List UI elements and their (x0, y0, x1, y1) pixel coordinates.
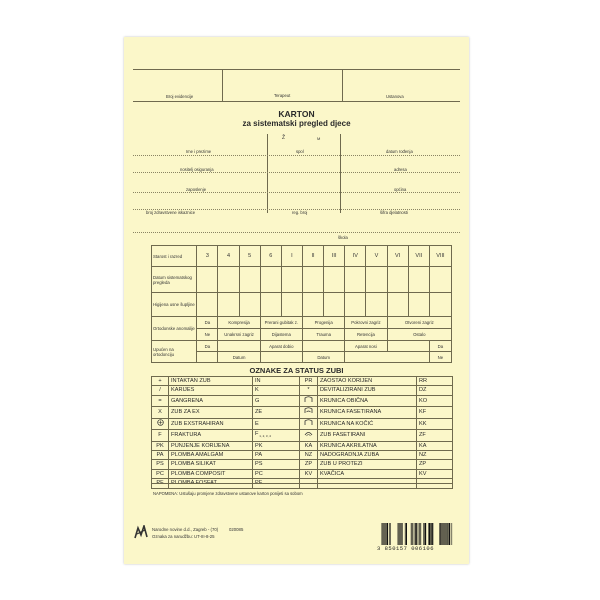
status-name: PUNJENJE KORIJENA (169, 441, 253, 450)
status-row (152, 441, 453, 450)
status-symbol: KA (300, 441, 318, 450)
napomena: NAPOMENA: Ustušaju promjene zdravstvene ustanove karton ponijeti sa sobom (153, 491, 303, 496)
grid-col-header: VI (387, 246, 408, 267)
ortho-cell: Da (197, 317, 218, 329)
gender-mark-m: M (317, 136, 321, 141)
status-symbol: PR (300, 377, 318, 386)
status-row (152, 460, 453, 469)
status-symbol: KV (300, 469, 318, 478)
grid-col-header: VII (408, 246, 429, 267)
publisher-logo-icon (134, 525, 148, 539)
status-name: ZUB FASETIRANI (318, 430, 417, 442)
label-zaposlenje: zaposlenje (186, 187, 207, 192)
refer-cell: Datum (218, 352, 260, 363)
status-name: DEVITALIZIRANI ZUB (318, 386, 417, 395)
grid-col-header: 5 (239, 246, 260, 267)
status-name: ZAOSTAO KORIJEN (318, 377, 417, 386)
row-label-ortodonske: Ortodonske anomalije (152, 317, 197, 341)
status-name: KARIJES (169, 386, 253, 395)
status-code: PK (253, 441, 300, 450)
label-sifra: šifra djelatnosti (380, 210, 408, 215)
label-datum-rodenja: datum rođenja (386, 149, 413, 154)
ortho-cell: Pokrovni zagriz (345, 317, 387, 329)
status-name: NADOGRADNJA ZUBA (318, 450, 417, 459)
label-spol: spol (296, 149, 304, 154)
label-ustanova: Ustanova (386, 94, 404, 99)
label-broj-evidencije: Broj evidencije (166, 94, 194, 99)
status-code: ZF (417, 430, 453, 442)
status-symbol: PK (152, 441, 169, 450)
status-symbol: F (152, 430, 169, 442)
refer-cell: Datum (303, 352, 345, 363)
grid-col-header: IV (345, 246, 366, 267)
status-symbol-icon (300, 407, 318, 418)
status-row (152, 407, 453, 418)
status-symbol: + (152, 377, 169, 386)
label-reg-broj: reg. broj (292, 210, 308, 215)
status-symbol: * (300, 386, 318, 395)
barcode-image (379, 523, 457, 545)
barcode-number: 3 850157 006106 (377, 545, 435, 552)
status-symbol: = (152, 395, 169, 406)
grid-col-header: 6 (260, 246, 281, 267)
refer-cell: Aparat nosi (345, 341, 387, 352)
status-row (152, 418, 453, 429)
ortho-cell: Progenija (303, 317, 345, 329)
status-code: KO (417, 395, 453, 406)
label-terapeut: Terapeut (274, 93, 291, 98)
status-name: PLOMBA SILIKAT (169, 460, 253, 469)
status-symbol-icon (300, 395, 318, 406)
status-table (151, 376, 453, 489)
status-name: ZUB ZA EX (169, 407, 253, 418)
grid-col-header: V (366, 246, 387, 267)
grid-col-header: VIII (429, 246, 451, 267)
status-symbol: PS (152, 460, 169, 469)
refer-cell: Da (197, 341, 218, 352)
status-code: F $_{1, 2, 3, 4}$ (253, 430, 300, 442)
status-code: KV (417, 469, 453, 478)
status-row (152, 386, 453, 395)
status-row (152, 395, 453, 406)
label-opcina: općina (394, 187, 407, 192)
status-name: KRUNICA AKRILATNA (318, 441, 417, 450)
refer-cell: Aparat dobio (260, 341, 302, 352)
status-code: KF (417, 407, 453, 418)
ortho-cell: Prerani gubitak z. (260, 317, 302, 329)
refer-cell: Ne (429, 352, 451, 363)
grid-col-header: III (324, 246, 345, 267)
status-row (152, 430, 453, 442)
status-row (152, 377, 453, 386)
status-name: ZUB EXSTRAHIRAN (169, 418, 253, 429)
form-subtitle: za sistematski pregled djece (242, 119, 351, 128)
status-symbol: / (152, 386, 169, 395)
status-code: KA (417, 441, 453, 450)
publisher-text: Narodne novine d.d., Zagreb - (70) (152, 527, 219, 532)
status-name: KRUNICA OBIČNA (318, 395, 417, 406)
status-code: PS (253, 460, 300, 469)
label-nositelj: nositelj osiguranja (180, 167, 214, 172)
status-symbol: ZP (300, 460, 318, 469)
grid-col-header: 3 (197, 246, 218, 267)
status-code: IN (253, 377, 300, 386)
status-name: KRUNICA FASETIRANA (318, 407, 417, 418)
status-symbol: PC (152, 469, 169, 478)
ortho-cell: Ne (197, 329, 218, 341)
status-code: E (253, 418, 300, 429)
ortho-cell: Kompresija (218, 317, 260, 329)
exam-grid (151, 245, 452, 363)
status-name: ZUB U PROTEZI (318, 460, 417, 469)
status-symbol: X (152, 407, 169, 418)
label-broj-iskaznice: broj zdravstvene iskaznice (146, 210, 196, 215)
status-symbol: NZ (300, 450, 318, 459)
status-name: GANGRENA (169, 395, 253, 406)
ortho-cell: Ostalo (387, 329, 451, 341)
label-ime-prezime: Ime i prezime (186, 149, 212, 154)
status-code: NZ (417, 450, 453, 459)
status-name: PLOMBA AMALGAM (169, 450, 253, 459)
form-title: KARTON (278, 109, 315, 119)
status-code: DZ (417, 386, 453, 395)
row-label-upucen: Upućen na ortodonciju (152, 341, 197, 363)
status-row (152, 450, 453, 459)
status-name: FRAKTURA (169, 430, 253, 442)
label-adresa: adresa (394, 167, 407, 172)
form-code: 020085 (229, 527, 244, 532)
status-name: PLOMBA COMPOSIT (169, 469, 253, 478)
ortho-cell: Trauma (303, 329, 345, 341)
status-code: PA (253, 450, 300, 459)
status-code: RR (417, 377, 453, 386)
status-symbol-icon (152, 418, 169, 429)
grid-col-header: 4 (218, 246, 239, 267)
status-code: ZP (417, 460, 453, 469)
row-label-datum: Datum sistematskog pregleda (152, 267, 197, 293)
status-code: KK (417, 418, 453, 429)
grid-col-header: I (281, 246, 302, 267)
status-symbol-icon (300, 418, 318, 429)
row-label-higijena: Higijena usne šupljine (152, 293, 197, 317)
status-symbol-icon (300, 430, 318, 442)
status-code: PC (253, 469, 300, 478)
ortho-cell: Unakrsni zagriz (218, 329, 260, 341)
status-code: PF (253, 479, 300, 488)
ortho-cell: Dijastema (260, 329, 302, 341)
grid-col-header: II (303, 246, 324, 267)
status-name: INTAKTAN ZUB (169, 377, 253, 386)
ortho-cell: Retencija (345, 329, 387, 341)
status-name: KVAČICA (318, 469, 417, 478)
fracture-subscript: 1, 2, 3, 4 (258, 434, 271, 439)
form-sheet (124, 37, 469, 564)
status-code: K (253, 386, 300, 395)
status-code: ZE (253, 407, 300, 418)
row-label-starost: Starost i razred (152, 246, 197, 267)
status-name: PLOMBA FOSFAT (169, 479, 253, 488)
order-code-text: Oznaka za narudžbu: UT-III-8-25 (152, 534, 215, 539)
label-skola: škola (338, 235, 348, 240)
status-row (152, 469, 453, 478)
status-title: OZNAKE ZA STATUS ZUBI (249, 366, 344, 375)
gender-mark-z: Ž (282, 135, 286, 141)
refer-cell: Da (429, 341, 451, 352)
status-symbol: PF (152, 479, 169, 488)
status-name: KRUNICA NA KOČIĆ (318, 418, 417, 429)
status-code: G (253, 395, 300, 406)
status-symbol: PA (152, 450, 169, 459)
ortho-cell: Otvoreni zagriz (387, 317, 451, 329)
